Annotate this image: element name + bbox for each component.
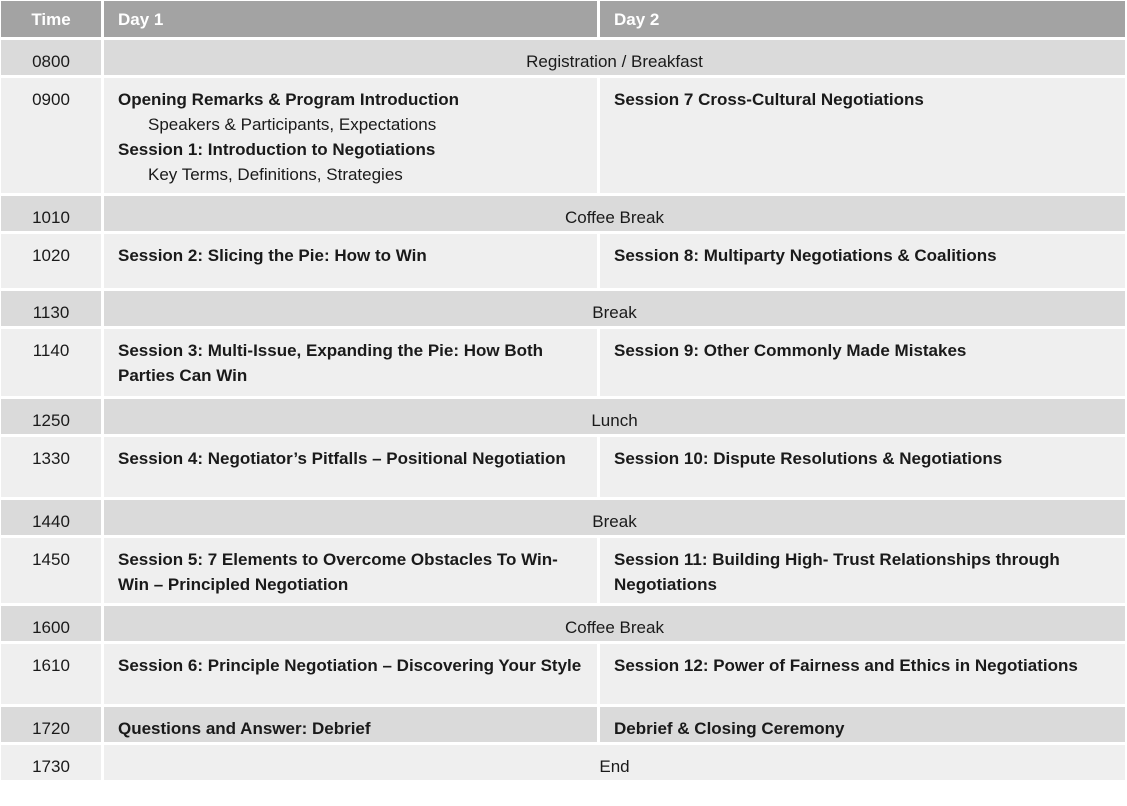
table-row bbox=[1, 538, 1125, 606]
table-row bbox=[1, 644, 1125, 707]
table-row bbox=[1, 606, 1125, 644]
day1-header: Day 1 bbox=[104, 1, 600, 40]
time-cell: 1610 bbox=[1, 644, 104, 707]
day1-session: Questions and Answer: Debrief bbox=[104, 707, 600, 745]
time-cell: 0900 bbox=[1, 78, 104, 196]
day2-session: Session 11: Building High- Trust Relationships through Negotiations bbox=[600, 538, 1125, 606]
time-cell: 1140 bbox=[1, 329, 104, 399]
table-row bbox=[1, 437, 1125, 500]
day1-session: Session 2: Slicing the Pie: How to Win bbox=[104, 234, 600, 291]
table-row bbox=[1, 196, 1125, 234]
full-width-event: Coffee Break bbox=[104, 606, 1125, 644]
session-title: Session 1: Introduction to Negotiations bbox=[118, 140, 436, 159]
time-cell: 1730 bbox=[1, 745, 104, 783]
full-width-event: Break bbox=[104, 291, 1125, 329]
time-cell: 1450 bbox=[1, 538, 104, 606]
table-row bbox=[1, 707, 1125, 745]
day2-header: Day 2 bbox=[600, 1, 1125, 40]
time-cell: 1130 bbox=[1, 291, 104, 329]
header-row bbox=[1, 1, 1125, 40]
day2-session: Session 7 Cross-Cultural Negotiations bbox=[600, 78, 1125, 196]
full-width-event: End bbox=[104, 745, 1125, 783]
time-cell: 1720 bbox=[1, 707, 104, 745]
session-subtitle: Key Terms, Definitions, Strategies bbox=[148, 165, 403, 184]
full-width-event: Lunch bbox=[104, 399, 1125, 437]
table-row bbox=[1, 291, 1125, 329]
day2-session: Session 8: Multiparty Negotiations & Coalitions bbox=[600, 234, 1125, 291]
table-row bbox=[1, 399, 1125, 437]
day1-session: Session 6: Principle Negotiation – Discovering Your Style bbox=[104, 644, 600, 707]
table-row bbox=[1, 329, 1125, 399]
full-width-event: Registration / Breakfast bbox=[104, 40, 1125, 78]
time-cell: 1020 bbox=[1, 234, 104, 291]
table-row bbox=[1, 500, 1125, 538]
full-width-event: Coffee Break bbox=[104, 196, 1125, 234]
day1-session: Session 4: Negotiator’s Pitfalls – Positional Negotiation bbox=[104, 437, 600, 500]
time-cell: 1330 bbox=[1, 437, 104, 500]
day2-session: Session 9: Other Commonly Made Mistakes bbox=[600, 329, 1125, 399]
time-header: Time bbox=[1, 1, 104, 40]
session-subtitle: Speakers & Participants, Expectations bbox=[148, 115, 437, 134]
day2-session: Session 12: Power of Fairness and Ethics in Negotiations bbox=[600, 644, 1125, 707]
day1-session bbox=[104, 78, 600, 196]
time-cell: 1440 bbox=[1, 500, 104, 538]
session-title: Opening Remarks & Program Introduction bbox=[118, 90, 459, 109]
time-cell: 1250 bbox=[1, 399, 104, 437]
table-row bbox=[1, 40, 1125, 78]
table-row bbox=[1, 745, 1125, 783]
time-cell: 1010 bbox=[1, 196, 104, 234]
time-cell: 1600 bbox=[1, 606, 104, 644]
agenda-table bbox=[1, 1, 1125, 783]
table-row bbox=[1, 78, 1125, 196]
full-width-event: Break bbox=[104, 500, 1125, 538]
time-cell: 0800 bbox=[1, 40, 104, 78]
day1-session: Session 3: Multi-Issue, Expanding the Pie: How Both Parties Can Win bbox=[104, 329, 600, 399]
day1-session: Session 5: 7 Elements to Overcome Obstacles To Win-Win – Principled Negotiation bbox=[104, 538, 600, 606]
day2-session: Debrief & Closing Ceremony bbox=[600, 707, 1125, 745]
day2-session: Session 10: Dispute Resolutions & Negotiations bbox=[600, 437, 1125, 500]
table-row bbox=[1, 234, 1125, 291]
